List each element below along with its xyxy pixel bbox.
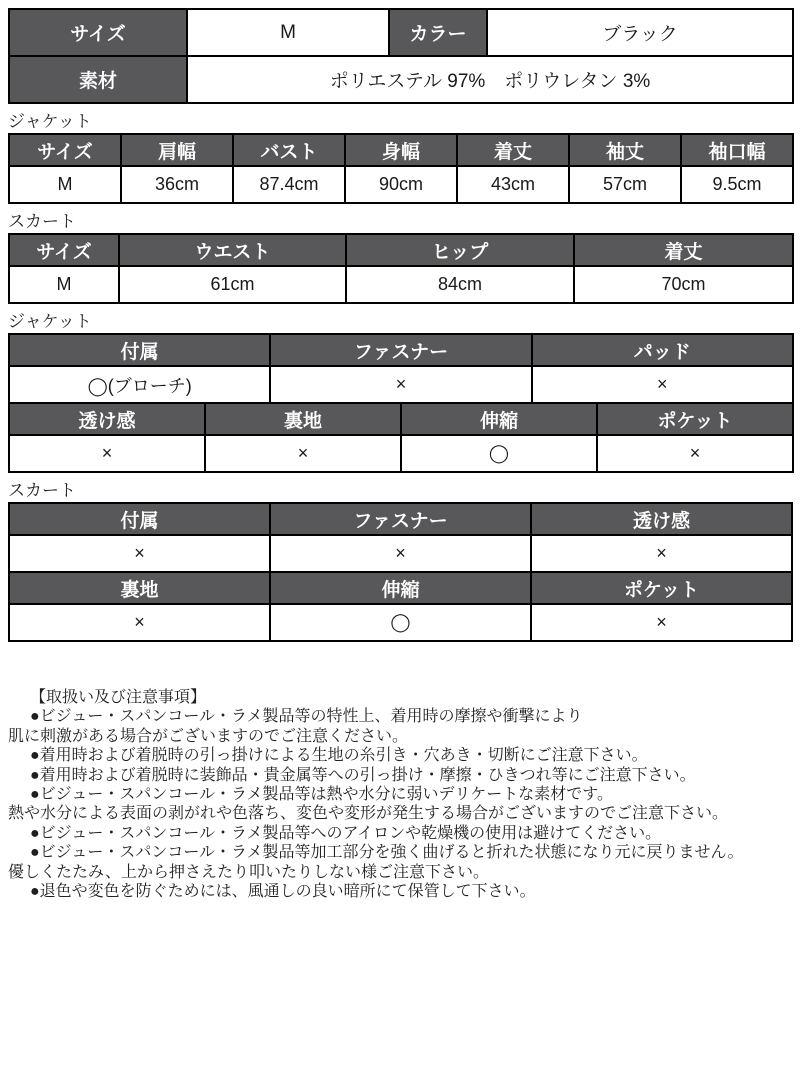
table-row	[9, 435, 793, 472]
skirt-size-value: 70cm	[574, 266, 793, 303]
jacket-size-header: サイズ	[9, 134, 121, 166]
summary-table	[8, 8, 794, 104]
jacket-size-value: 36cm	[121, 166, 233, 203]
skirt-size-value: 84cm	[346, 266, 574, 303]
skirt-size-table	[8, 233, 794, 304]
jacket-size-value: 87.4cm	[233, 166, 345, 203]
jacket-spec-table	[8, 333, 794, 473]
skirt-spec-value: ×	[9, 604, 270, 641]
table-row	[9, 56, 793, 103]
table-row	[9, 572, 792, 604]
jacket-spec-value: ◯	[401, 435, 597, 472]
skirt-spec-value: ×	[531, 535, 792, 572]
skirt-spec-header: 透け感	[531, 503, 792, 535]
care-note-line: ●ビジュー・スパンコール・ラメ製品等の特性上、着用時の摩擦や衝撃により	[30, 708, 583, 726]
jacket-spec-section-label: ジャケット	[8, 312, 92, 331]
skirt-size-header: 着丈	[574, 234, 793, 266]
skirt-size-header: ヒップ	[346, 234, 574, 266]
color-value: ブラック	[487, 9, 793, 56]
color-header: カラー	[389, 9, 487, 56]
table-row	[9, 334, 793, 366]
skirt-spec-value: ×	[9, 535, 270, 572]
care-note-line: 熱や水分による表面の剥がれや色落ち、変色や変形が発生する場合がございますのでご注意下さい。	[8, 805, 729, 823]
jacket-spec-header: ファスナー	[270, 334, 531, 366]
jacket-size-value: 9.5cm	[681, 166, 793, 203]
care-note-line: ●着用時および着脱時に装飾品・貴金属等への引っ掛け・摩擦・ひきつれ等にご注意下さい。	[30, 766, 696, 784]
table-row	[9, 535, 792, 572]
skirt-spec-section-label: スカート	[8, 481, 76, 500]
jacket-size-header: 身幅	[345, 134, 457, 166]
jacket-spec-header: 伸縮	[401, 403, 597, 435]
jacket-spec-header: ポケット	[597, 403, 793, 435]
material-header: 素材	[9, 56, 187, 103]
jacket-spec-header: 付属	[9, 334, 270, 366]
care-note-line: 肌に刺激がある場合がございますのでご注意ください。	[8, 727, 409, 745]
jacket-size-value: 43cm	[457, 166, 569, 203]
skirt-spec-header: ファスナー	[270, 503, 531, 535]
skirt-spec-table	[8, 502, 793, 642]
material-value: ポリエステル 97% ポリウレタン 3%	[187, 56, 793, 103]
table-row	[9, 503, 792, 535]
skirt-size-header: ウエスト	[119, 234, 346, 266]
care-note-line: ●ビジュー・スパンコール・ラメ製品等加工部分を強く曲げると折れた状態になり元に戻りません。	[30, 844, 744, 862]
skirt-spec-header: ポケット	[531, 572, 792, 604]
jacket-spec-value: ×	[597, 435, 793, 472]
jacket-spec-value: ×	[532, 366, 793, 403]
jacket-size-header: 肩幅	[121, 134, 233, 166]
jacket-size-value: M	[9, 166, 121, 203]
jacket-size-section-label: ジャケット	[8, 112, 92, 131]
care-notes-title: 【取扱い及び注意事項】	[30, 689, 207, 706]
jacket-size-value: 90cm	[345, 166, 457, 203]
care-notes	[8, 688, 792, 901]
jacket-size-header: 袖丈	[569, 134, 681, 166]
jacket-spec-header: 裏地	[205, 403, 401, 435]
jacket-spec-header: パッド	[532, 334, 793, 366]
care-note-line: 優しくたたみ、上から押さえたり叩いたりしない様ご注意下さい。	[8, 863, 489, 881]
jacket-spec-header: 透け感	[9, 403, 205, 435]
table-row	[9, 134, 793, 166]
skirt-spec-header: 裏地	[9, 572, 270, 604]
care-note-line: ●ビジュー・スパンコール・ラメ製品等へのアイロンや乾燥機の使用は避けてください。	[30, 824, 662, 842]
table-row	[9, 166, 793, 203]
skirt-size-header: サイズ	[9, 234, 119, 266]
skirt-spec-header: 伸縮	[270, 572, 531, 604]
jacket-spec-value: ◯(ブローチ)	[9, 366, 270, 403]
skirt-spec-value: ×	[270, 535, 531, 572]
skirt-spec-value: ×	[531, 604, 792, 641]
table-row	[9, 266, 793, 303]
care-note-line: ●退色や変色を防ぐためには、風通しの良い暗所にて保管して下さい。	[30, 883, 536, 901]
jacket-spec-value: ×	[270, 366, 531, 403]
size-value: M	[187, 9, 389, 56]
jacket-size-value: 57cm	[569, 166, 681, 203]
jacket-spec-value: ×	[205, 435, 401, 472]
table-row	[9, 604, 792, 641]
skirt-size-section-label: スカート	[8, 212, 76, 231]
table-row	[9, 9, 793, 56]
jacket-size-header: 着丈	[457, 134, 569, 166]
care-note-line: ●着用時および着脱時の引っ掛けによる生地の糸引き・穴あき・切断にご注意下さい。	[30, 747, 648, 765]
care-note-line: ●ビジュー・スパンコール・ラメ製品等は熱や水分に弱いデリケートな素材です。	[30, 786, 613, 804]
size-header: サイズ	[9, 9, 187, 56]
jacket-size-header: 袖口幅	[681, 134, 793, 166]
skirt-size-value: M	[9, 266, 119, 303]
jacket-size-header: バスト	[233, 134, 345, 166]
table-row	[9, 234, 793, 266]
jacket-spec-value: ×	[9, 435, 205, 472]
skirt-size-value: 61cm	[119, 266, 346, 303]
jacket-size-table	[8, 133, 794, 204]
skirt-spec-header: 付属	[9, 503, 270, 535]
table-row	[9, 403, 793, 435]
skirt-spec-value: ◯	[270, 604, 531, 641]
table-row	[9, 366, 793, 403]
